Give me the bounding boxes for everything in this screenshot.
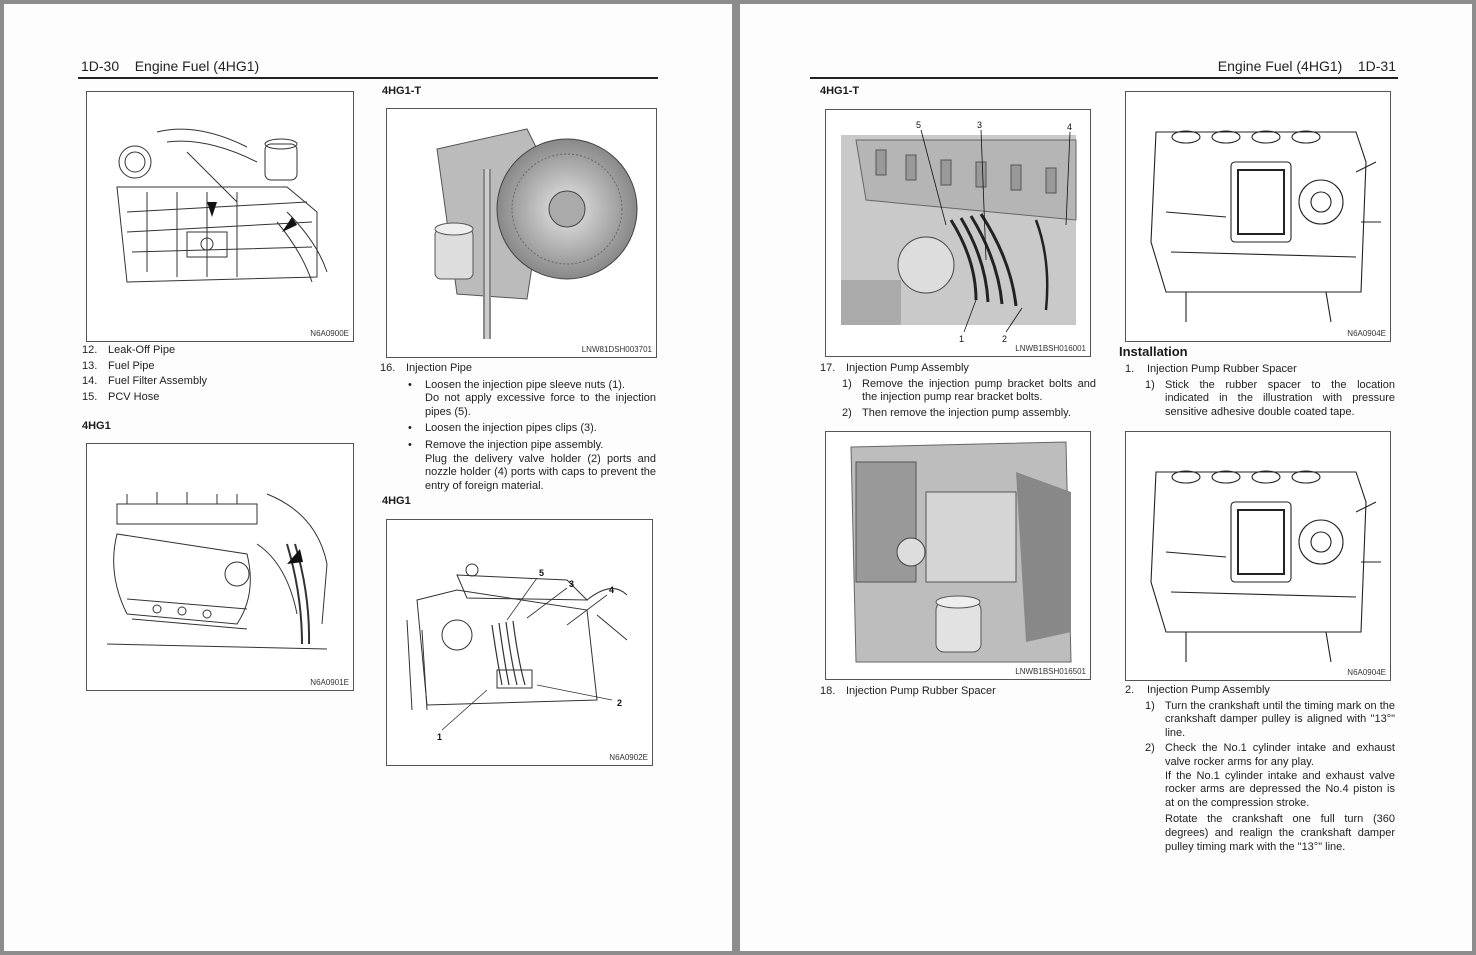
- engine-line-drawing-icon: [1126, 92, 1390, 341]
- figure-code: N6A0902E: [609, 753, 648, 762]
- callout-4: 4: [609, 585, 615, 595]
- callout-5: 5: [539, 568, 545, 578]
- substep: 2) Check the No.1 cylinder intake and exhaust valve rocker arms for any play. If the No.1 cylinder intake and exhaust valve rocker arms are depressed the No.4 piston is at on the compression stroke. Rotate the crankshaft one full turn (360 degrees) and realign the crankshaft damper pulley timing mark with the "13°" line.: [1145, 742, 1395, 853]
- page-header: [1218, 58, 1396, 74]
- figure-code: LNWB1BSH016001: [1015, 344, 1086, 353]
- substep: 1) Turn the crankshaft until the timing mark on the crankshaft damper pulley is aligned with "13°" line.: [1145, 699, 1395, 739]
- figure-4hg1-t-injection-pipe: [386, 108, 657, 358]
- list-item: 15. PCV Hose: [82, 390, 160, 403]
- section-title-installation: Installation: [1119, 344, 1188, 359]
- engine-line-drawing-icon: [387, 520, 652, 765]
- callout-1: 1: [437, 732, 443, 742]
- bullet-item: • Loosen the injection pipe sleeve nuts (1). Do not apply excessive force to the injection pipes (5).: [408, 378, 656, 418]
- page-title: Engine Fuel (4HG1): [134, 58, 260, 74]
- list-item: 12. Leak-Off Pipe: [82, 344, 176, 356]
- step-17: 17. Injection Pump Assembly 1) Remove the injection pump bracket bolts and the injection pump rear bracket bolts. 2) Then remove the injection pump assembly.: [820, 362, 1096, 419]
- figure-code: LNWB1BSH016501: [1015, 667, 1086, 676]
- figure-code: N6A0904E: [1347, 668, 1386, 677]
- callout-1: 1: [959, 334, 965, 344]
- page-title: Engine Fuel (4HG1): [1217, 58, 1343, 74]
- parts-list: [82, 344, 352, 404]
- figure-fuel-components: [86, 91, 354, 342]
- figure-code: N6A0904E: [1347, 329, 1386, 338]
- figure-4hg1-engine: [86, 443, 354, 691]
- bullet-item: • Remove the injection pipe assembly. Plug the delivery valve holder (2) ports and nozzle holder (4) ports with caps to prevent the entry of foreign material.: [408, 438, 656, 492]
- engine-line-drawing-icon: [1126, 432, 1390, 680]
- figure-rubber-spacer-location: [1125, 91, 1391, 342]
- page-number: 1D-30: [81, 58, 120, 74]
- callout-3: 3: [569, 579, 575, 589]
- header-rule: [810, 77, 1398, 79]
- callout-4: 4: [1067, 122, 1073, 132]
- header-rule: [78, 77, 658, 79]
- step-title: Injection Pump Rubber Spacer: [1147, 363, 1297, 375]
- figure-code: LNW81DSH003701: [581, 345, 652, 354]
- page-header: [81, 58, 259, 74]
- callout-2: 2: [1002, 334, 1008, 344]
- list-item: 14. Fuel Filter Assembly: [82, 375, 208, 388]
- subheading-4hg1-t: 4HG1-T: [820, 85, 860, 97]
- substep: 2) Then remove the injection pump assembly.: [842, 406, 1071, 419]
- step-16: 16. Injection Pipe • Loosen the injection pipe sleeve nuts (1). Do not apply excessive force to the injection pipes (5). • Loosen the injection pipes clips (3). • Remove the injection pipe assembly. Plug the delivery valve holder (2) ports and nozzle holder (4) ports with caps to prevent the entry of foreign material.: [380, 362, 656, 492]
- figure-4hg1-injection-pipe: [386, 519, 653, 766]
- callout-overlay: [826, 110, 1090, 356]
- step-title: Injection Pump Assembly: [846, 362, 969, 374]
- engine-photo-render-icon: [387, 109, 656, 357]
- install-step-2: 2. Injection Pump Assembly 1) Turn the crankshaft until the timing mark on the crankshaft damper pulley is aligned with "13°" line. 2) Check the No.1 cylinder intake and exhaust valve rocker arms for any play. If the No.1 cylinder intake and exhaust valve rocker arms are depressed the No.4 piston is at on the compression stroke. Rotate the crankshaft one full turn (360 degrees) and realign the crankshaft damper pulley timing mark with the "13°" line.: [1125, 684, 1395, 853]
- step-title: Injection Pump Assembly: [1147, 684, 1270, 696]
- subheading-4hg1-t: 4HG1-T: [382, 85, 422, 97]
- callout-5: 5: [916, 120, 922, 130]
- figure-injection-pump-callouts: [825, 109, 1091, 357]
- engine-line-drawing-icon: [87, 444, 353, 690]
- substep: 1) Stick the rubber spacer to the location indicated in the illustration with pressure sensitive adhesive double coated tape.: [1145, 378, 1395, 418]
- step-18: 18. Injection Pump Rubber Spacer: [820, 685, 996, 697]
- engine-photo-render-icon: [826, 432, 1090, 679]
- subheading-4hg1: 4HG1: [382, 495, 411, 507]
- step-title: Injection Pipe: [406, 362, 473, 374]
- figure-code: N6A0901E: [310, 678, 349, 687]
- figure-code: N6A0900E: [310, 329, 349, 338]
- callout-2: 2: [617, 698, 623, 708]
- page-number: 1D-31: [1357, 58, 1396, 74]
- page-left: [4, 4, 732, 951]
- step-title: Injection Pump Rubber Spacer: [846, 685, 996, 697]
- engine-line-drawing-icon: [87, 92, 353, 341]
- subheading-4hg1: 4HG1: [82, 420, 111, 432]
- bullet-item: • Loosen the injection pipes clips (3).: [408, 422, 597, 435]
- figure-rubber-spacer-installed: [1125, 431, 1391, 681]
- figure-injection-pump-rubber-spacer: [825, 431, 1091, 680]
- page-right: [740, 4, 1472, 951]
- callout-3: 3: [977, 120, 983, 130]
- substep: 1) Remove the injection pump bracket bolts and the injection pump rear bracket bolts.: [842, 377, 1096, 404]
- install-step-1: 1. Injection Pump Rubber Spacer 1) Stick the rubber spacer to the location indicated in the illustration with pressure sensitive adhesive double coated tape.: [1125, 363, 1395, 418]
- list-item: 13. Fuel Pipe: [82, 359, 155, 372]
